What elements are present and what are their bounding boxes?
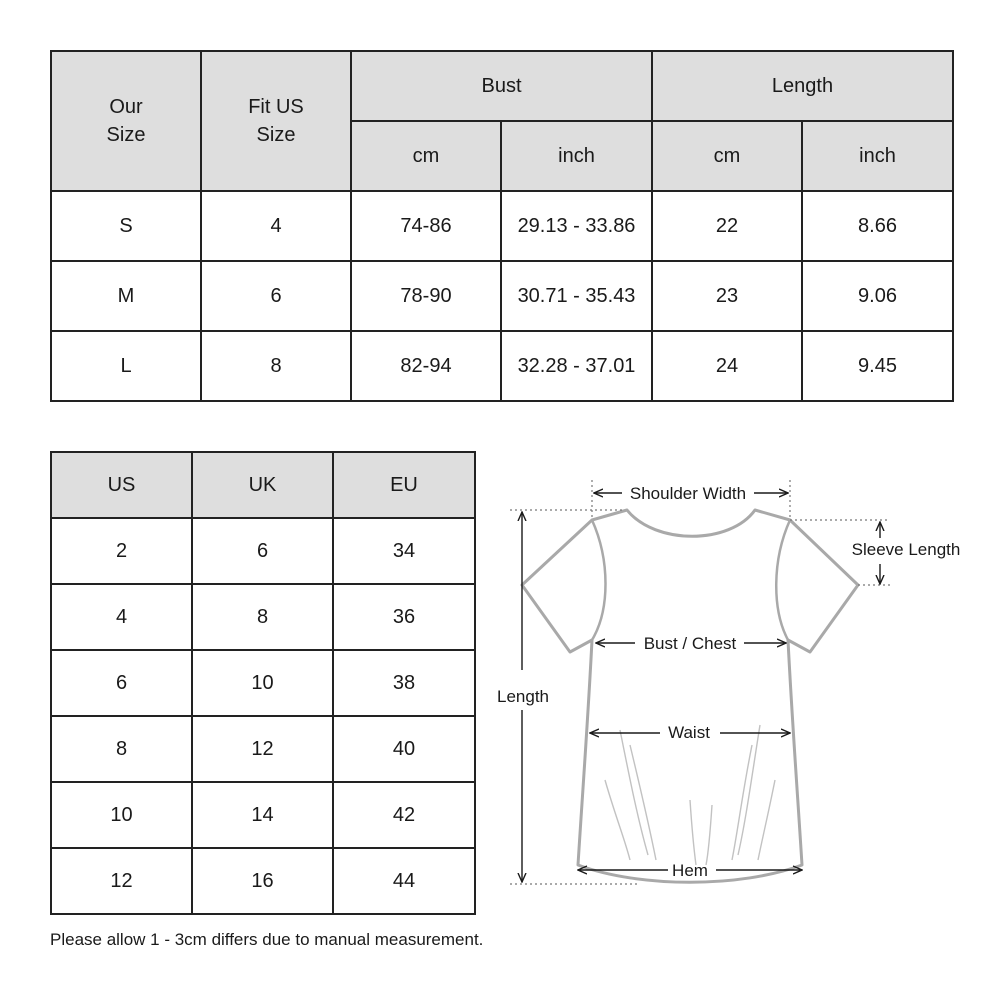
cell-uk: 8 [192, 584, 333, 650]
cell-bust-inch: 32.28 - 37.01 [501, 331, 652, 401]
header-eu: EU [333, 452, 475, 518]
size-chart-table [50, 50, 954, 402]
measurement-note: Please allow 1 - 3cm differs due to manual measurement. [50, 930, 484, 949]
cell-uk: 6 [192, 518, 333, 584]
cell-size: L [51, 331, 201, 401]
cell-us: 12 [51, 848, 192, 914]
header-our-size: Our Size [51, 51, 201, 191]
cell-bust-cm: 78-90 [351, 261, 501, 331]
length-label: Length [497, 687, 549, 706]
cell-length-inch: 9.06 [802, 261, 953, 331]
table-row [51, 650, 475, 716]
size-conversion-table [50, 451, 476, 915]
cell-size: M [51, 261, 201, 331]
table-row [51, 191, 953, 261]
cell-length-cm: 23 [652, 261, 802, 331]
table-row [51, 518, 475, 584]
table-row [51, 331, 953, 401]
cell-bust-cm: 82-94 [351, 331, 501, 401]
cell-us: 4 [51, 584, 192, 650]
header-length-cm: cm [652, 121, 802, 191]
cell-length-cm: 24 [652, 331, 802, 401]
header-length-inch: inch [802, 121, 953, 191]
header-uk: UK [192, 452, 333, 518]
cell-eu: 34 [333, 518, 475, 584]
cell-uk: 14 [192, 782, 333, 848]
cell-eu: 40 [333, 716, 475, 782]
header-bust-inch: inch [501, 121, 652, 191]
cell-us: 6 [51, 650, 192, 716]
cell-us: 6 [201, 261, 351, 331]
table-row [51, 848, 475, 914]
cell-us: 4 [201, 191, 351, 261]
table-row [51, 716, 475, 782]
cell-bust-inch: 29.13 - 33.86 [501, 191, 652, 261]
cell-us: 8 [51, 716, 192, 782]
cell-us: 10 [51, 782, 192, 848]
cell-size: S [51, 191, 201, 261]
table-row [51, 584, 475, 650]
cell-eu: 42 [333, 782, 475, 848]
header-us: US [51, 452, 192, 518]
tshirt-icon [522, 510, 858, 882]
sleeve-length-label: Sleeve Length [851, 540, 961, 559]
tshirt-measurement-diagram [480, 460, 980, 900]
cell-bust-cm: 74-86 [351, 191, 501, 261]
cell-us: 2 [51, 518, 192, 584]
header-bust-cm: cm [351, 121, 501, 191]
cell-uk: 12 [192, 716, 333, 782]
hem-label: Hem [672, 861, 708, 880]
cell-eu: 38 [333, 650, 475, 716]
shoulder-width-label: Shoulder Width [629, 484, 747, 503]
table-row [51, 782, 475, 848]
cell-bust-inch: 30.71 - 35.43 [501, 261, 652, 331]
header-fit-us-size: Fit US Size [201, 51, 351, 191]
cell-length-inch: 8.66 [802, 191, 953, 261]
header-bust: Bust [351, 51, 652, 121]
cell-eu: 36 [333, 584, 475, 650]
cell-length-cm: 22 [652, 191, 802, 261]
cell-us: 8 [201, 331, 351, 401]
bust-chest-label: Bust / Chest [643, 634, 737, 653]
cell-length-inch: 9.45 [802, 331, 953, 401]
cell-eu: 44 [333, 848, 475, 914]
cell-uk: 10 [192, 650, 333, 716]
header-length: Length [652, 51, 953, 121]
waist-label: Waist [668, 723, 710, 742]
cell-uk: 16 [192, 848, 333, 914]
table-row [51, 261, 953, 331]
